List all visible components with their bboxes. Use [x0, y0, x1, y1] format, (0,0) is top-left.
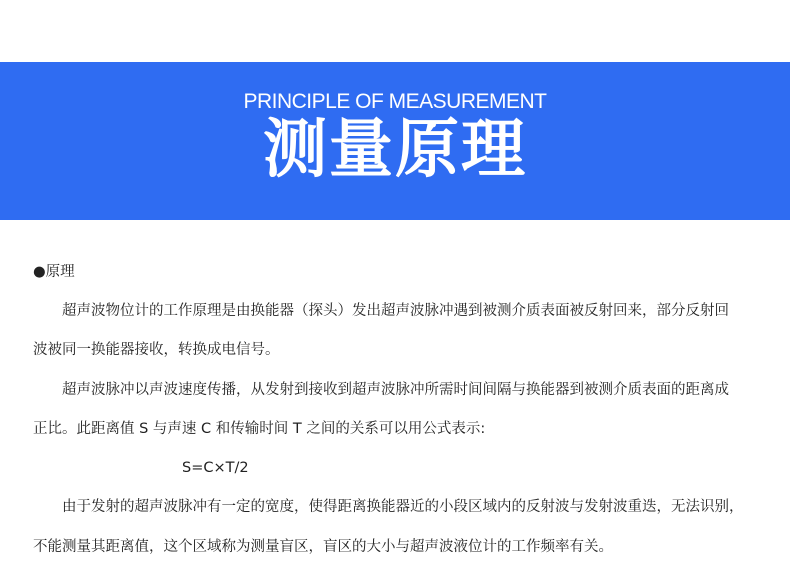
banner-title: 测量原理 [263, 113, 527, 187]
distance-formula: S=C×T/2 [182, 460, 249, 476]
paragraph-1-line-2: 波被同一换能器接收，转换成电信号。 [33, 342, 280, 358]
banner-subtitle: PRINCIPLE OF MEASUREMENT [243, 90, 547, 113]
paragraph-2-line-1: 超声波脉冲以声波速度传播，从发射到接收到超声波脉冲所需时间间隔与换能器到被测介质表面的距离成 [62, 382, 729, 398]
paragraph-2-line-2: 正比。此距离值 S 与声速 C 和传输时间 T 之间的关系可以用公式表示: [33, 421, 486, 437]
section-heading: ●原理 [33, 264, 75, 280]
paragraph-3-line-1: 由于发射的超声波脉冲有一定的宽度，使得距离换能器近的小段区域内的反射波与发射波重迭，无法识别， [62, 499, 744, 515]
paragraph-1-line-1: 超声波物位计的工作原理是由换能器（探头）发出超声波脉冲遇到被测介质表面被反射回来，部分反射回 [62, 303, 729, 319]
paragraph-3-line-2: 不能测量其距离值，这个区域称为测量盲区，盲区的大小与超声波液位计的工作频率有关。 [33, 539, 613, 555]
